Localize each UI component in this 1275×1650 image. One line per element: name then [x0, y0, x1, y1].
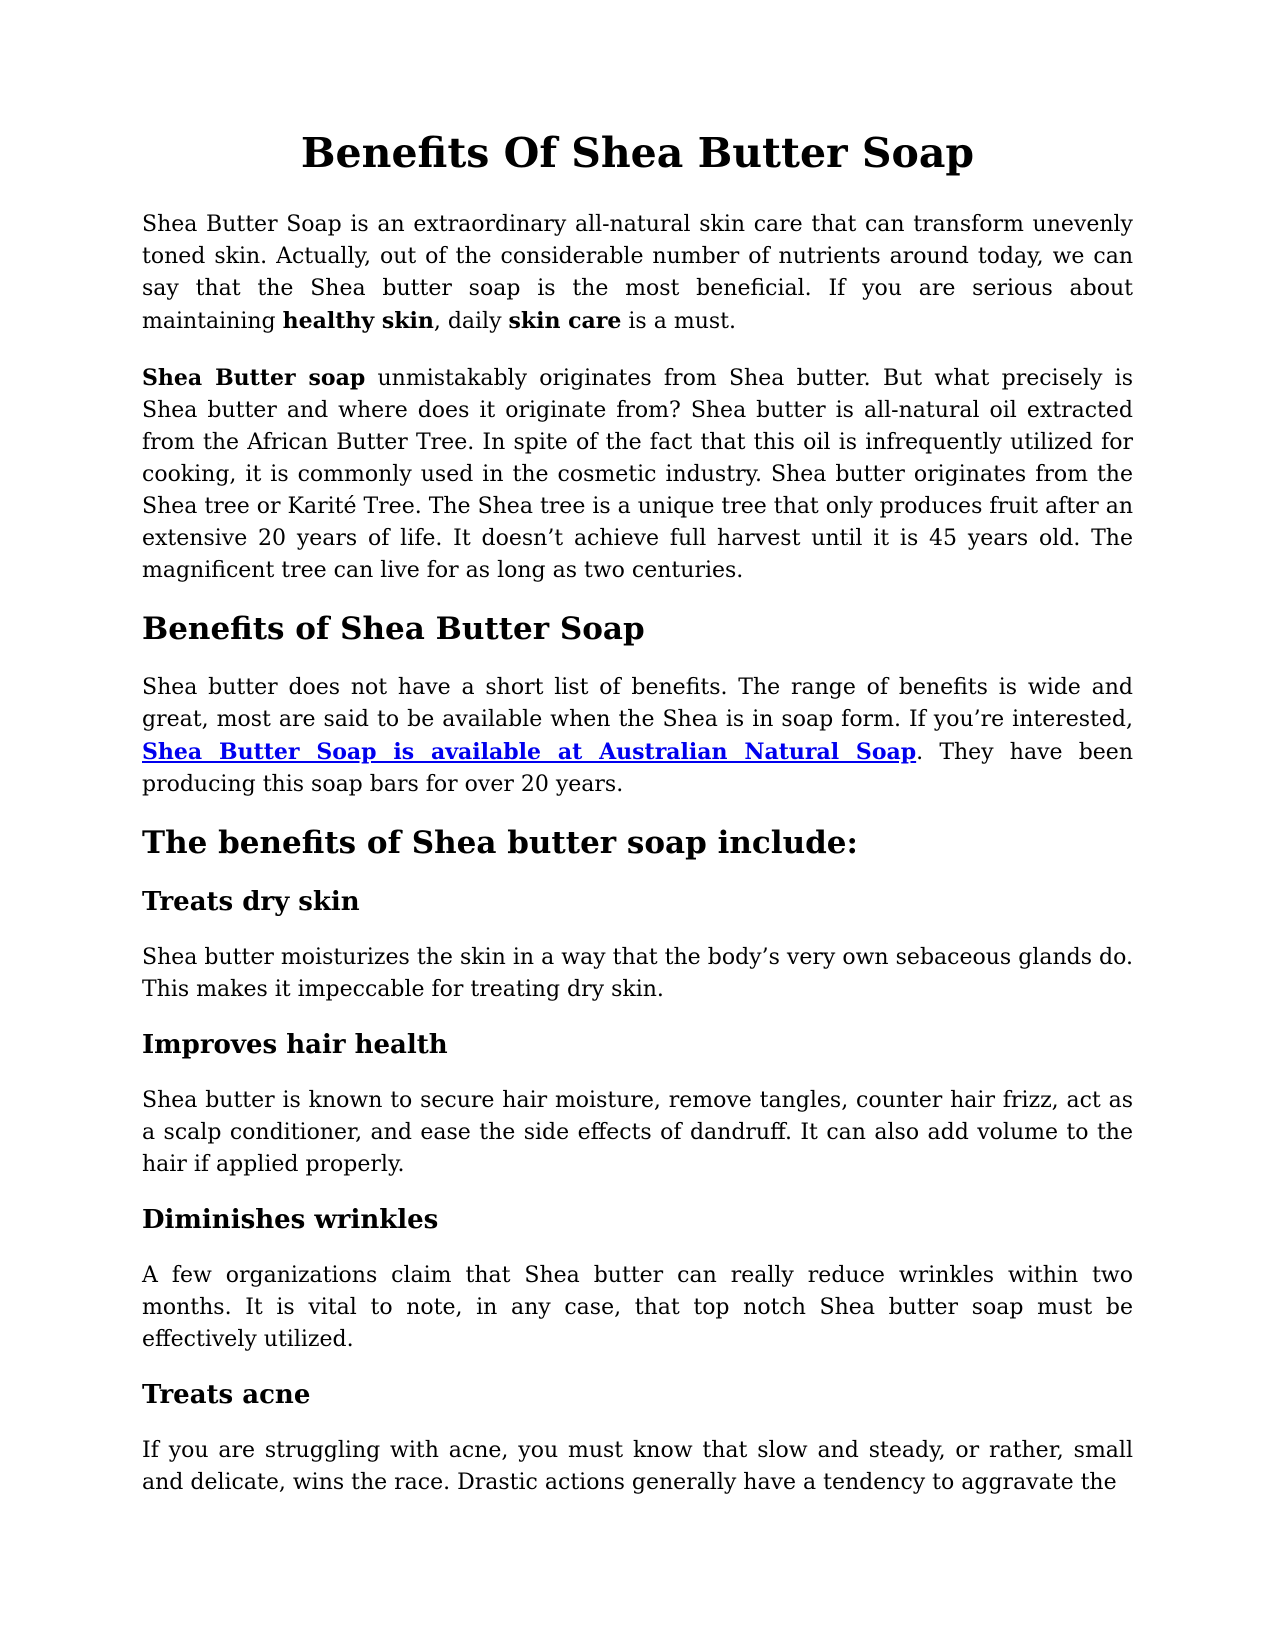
text-run: Shea butter does not have a short list of benefits. The range of benefits is wide and great, most are said to be available when the Shea is in soap form. If you’re interested, [142, 675, 1133, 733]
text-run: Shea butter is known to secure hair moisture, remove tangles, counter hair frizz, act as a scalp conditioner, and ease the side effects of dandruff. It can also add volume to the hair if applied properly. [142, 1088, 1133, 1177]
text-run: . They have been producing this soap bars for over 20 years. [142, 740, 1133, 798]
bold-text-run: healthy skin [282, 308, 434, 335]
section-heading: The benefits of Shea butter soap include: [142, 825, 858, 862]
paragraph [142, 1085, 1133, 1181]
sub-heading: Diminishes wrinkles [142, 1205, 439, 1235]
text-run: Shea butter moisturizes the skin in a way that the body’s very own sebaceous glands do. This makes it impeccable for treating dry skin. [142, 944, 1133, 1002]
text-run: If you are struggling with acne, you must know that slow and steady, or rather, small and delicate, wins the race. Drastic actions generally have a tendency to aggravate the [142, 1438, 1133, 1496]
sub-heading: Treats acne [142, 1380, 311, 1411]
paragraph [142, 1260, 1133, 1356]
text-run: is a must. [621, 309, 736, 335]
paragraph [142, 942, 1133, 1006]
document-title: Benefits Of Shea Butter Soap [300, 129, 975, 177]
paragraph [142, 672, 1133, 801]
bold-text-run: skin care [508, 308, 622, 335]
paragraph [142, 362, 1133, 587]
section-heading: Benefits of Shea Butter Soap [142, 611, 645, 648]
paragraph [142, 1435, 1133, 1499]
paragraph [142, 209, 1133, 338]
text-run: unmistakably originates from Shea butter. But what precisely is Shea butter and where does it originate from? Shea butter is all-natural oil extracted from the African Butter Tree. In spite of the fact that this oil is infrequently utilized for cooking, it is commonly used in the cosmetic industry. Shea butter originates from the Shea tree or Karité Tree. The Shea tree is a unique tree that only produces fruit after an extensive 20 years of life. It doesn’t achieve full harvest until it is 45 years old. The magnificent tree can live for as long as two centuries. [142, 366, 1133, 584]
inline-link[interactable]: Shea Butter Soap is available at Australian Natural Soap [142, 739, 917, 766]
text-run: Shea Butter Soap is an extraordinary all-natural skin care that can transform unevenly toned skin. Actually, out of the considerable number of nutrients around today, we can say that the Shea butter soap is the most beneficial. If you are serious about maintaining [142, 212, 1133, 335]
text-run: , daily [433, 309, 509, 335]
bold-text-run: Shea Butter soap [142, 365, 366, 392]
sub-heading: Improves hair health [142, 1029, 448, 1060]
sub-heading: Treats dry skin [142, 886, 360, 917]
text-run: A few organizations claim that Shea butter can really reduce wrinkles within two months. It is vital to note, in any case, that top notch Shea butter soap must be effectively utilized. [142, 1263, 1133, 1353]
